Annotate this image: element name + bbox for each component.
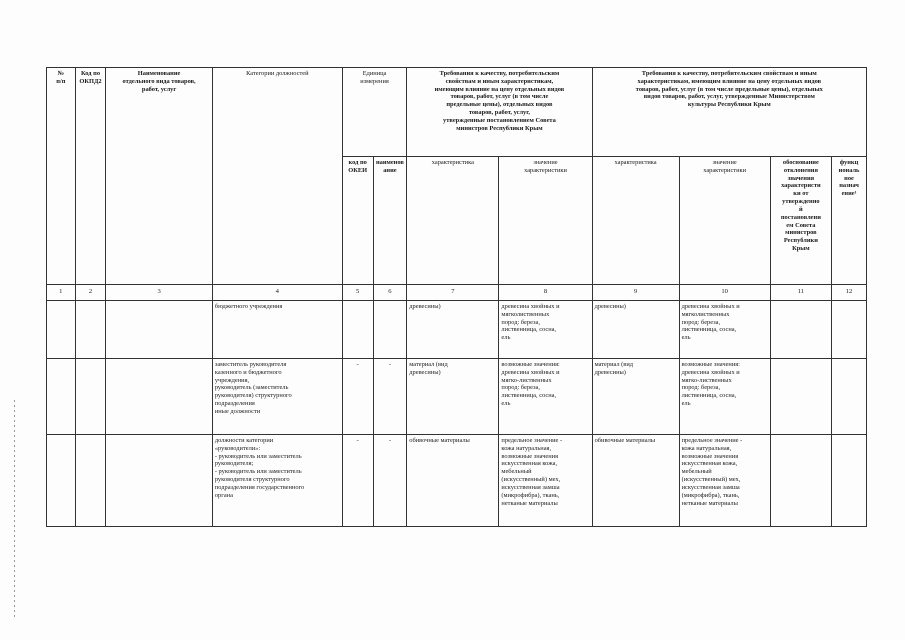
column-number: 1 — [47, 285, 76, 301]
column-number: 2 — [75, 285, 106, 301]
header-okei-code: код по ОКЕИ — [342, 157, 373, 285]
column-number: 6 — [373, 285, 407, 301]
item-name-cell — [106, 435, 212, 527]
okei-code-cell — [342, 301, 373, 359]
justification-cell — [770, 301, 831, 359]
characteristic-cell: материал (вид древесины) — [592, 359, 679, 435]
characteristic-value-cell: возможные значения: древесина хвойных и мягко-лиственных пород: береза, лиственница, сосна, ель — [499, 359, 592, 435]
header-characteristic-1: характеристика — [407, 157, 499, 285]
header-deviation-justification: обоснование отклонения значения характеристи ки от утвержденно й постановлени ем Совета министров Республики Крым — [770, 157, 831, 285]
column-number: 5 — [342, 285, 373, 301]
column-number: 7 — [407, 285, 499, 301]
header-characteristic-value-2: значение характеристики — [679, 157, 770, 285]
characteristic-cell: древесины) — [592, 301, 679, 359]
characteristic-cell: материал (вид древесины) — [407, 359, 499, 435]
header-item-name: Наименование отдельного вида товаров, работ, услуг — [106, 68, 212, 285]
binding-margin-line — [14, 400, 15, 620]
table-row — [47, 435, 867, 527]
characteristic-value-cell: предельное значение - кожа натуральная, возможные значения искусственная кожа, мебельный (искусственный) мех, искусственная замша (микрофибра), ткань, нетканые материалы — [679, 435, 770, 527]
row-number-cell — [47, 435, 76, 527]
okei-code-cell: - — [342, 435, 373, 527]
column-number: 9 — [592, 285, 679, 301]
functional-purpose-cell — [832, 359, 867, 435]
table-row — [47, 301, 867, 359]
functional-purpose-cell — [832, 301, 867, 359]
column-number: 11 — [770, 285, 831, 301]
item-name-cell — [106, 301, 212, 359]
characteristic-value-cell: предельное значение - кожа натуральная, возможные значения искусственная кожа, мебельный (искусственный) мех, искусственная замша (микрофибра), ткань, нетканые материалы — [499, 435, 592, 527]
unit-name-cell — [373, 301, 407, 359]
item-name-cell — [106, 359, 212, 435]
okpd2-code-cell — [75, 301, 106, 359]
position-category-cell: заместитель руководителя казенного и бюджетного учреждения, руководитель (заместитель руководителя) структурного подразделения иные должности — [212, 359, 342, 435]
characteristic-value-cell: древесина хвойных и мягколиственных пород: береза, лиственница, сосна, ель — [499, 301, 592, 359]
header-row-1 — [47, 68, 867, 157]
row-number-cell — [47, 301, 76, 359]
column-number: 12 — [832, 285, 867, 301]
header-functional-purpose: функц иональ ное назнач ение¹ — [832, 157, 867, 285]
okpd2-code-cell — [75, 359, 106, 435]
header-characteristic-2: характеристика — [592, 157, 679, 285]
okei-code-cell: - — [342, 359, 373, 435]
column-number: 3 — [106, 285, 212, 301]
header-unit-name: наименов ание — [373, 157, 407, 285]
characteristic-cell: древесины) — [407, 301, 499, 359]
header-position-categories: Категории должностей — [212, 68, 342, 285]
characteristic-value-cell: древесина хвойных и мягколиственных пород: береза, лиственница, сосна, ель — [679, 301, 770, 359]
column-number: 10 — [679, 285, 770, 301]
unit-name-cell: - — [373, 435, 407, 527]
header-requirements-council: Требования к качеству, потребительским свойствам и иным характеристикам, имеющим влияние на цену отдельных видов товаров, работ, услуг (в том числе предельные цены), отдельных видов товаров, работ, услуг, утвержденные постановлением Совета министров Республики Крым — [407, 68, 592, 157]
column-number: 4 — [212, 285, 342, 301]
characteristic-value-cell: возможные значения: древесина хвойных и мягко-лиственных пород: береза, лиственница, сосна, ель — [679, 359, 770, 435]
header-number: № п/п — [47, 68, 76, 285]
header-characteristic-value-1: значение характеристики — [499, 157, 592, 285]
justification-cell — [770, 359, 831, 435]
requirements-table — [46, 67, 867, 527]
unit-name-cell: - — [373, 359, 407, 435]
characteristic-cell: обивочные материалы — [592, 435, 679, 527]
table-row — [47, 359, 867, 435]
column-number: 8 — [499, 285, 592, 301]
header-requirements-ministry: Требования к качеству, потребительским свойствам и иным характеристикам, имеющим влияние на цену отдельных видов товаров, работ, услуг (в том числе предельные цены), отдельных видов товаров, работ, услуг, утвержденные Министерством культуры Республики Крым — [592, 68, 866, 157]
header-unit-of-measure: Единица измерения — [342, 68, 406, 157]
row-number-cell — [47, 359, 76, 435]
justification-cell — [770, 435, 831, 527]
characteristic-cell: обивочные материалы — [407, 435, 499, 527]
position-category-cell: должности категории «руководители»: - руководитель или заместитель руководителя; - руководитель или заместитель руководителя структурного подразделения государственного органа — [212, 435, 342, 527]
header-okpd2-code: Код по ОКПД2 — [75, 68, 106, 285]
okpd2-code-cell — [75, 435, 106, 527]
position-category-cell: бюджетного учреждения — [212, 301, 342, 359]
column-number-row — [47, 285, 867, 301]
functional-purpose-cell — [832, 435, 867, 527]
